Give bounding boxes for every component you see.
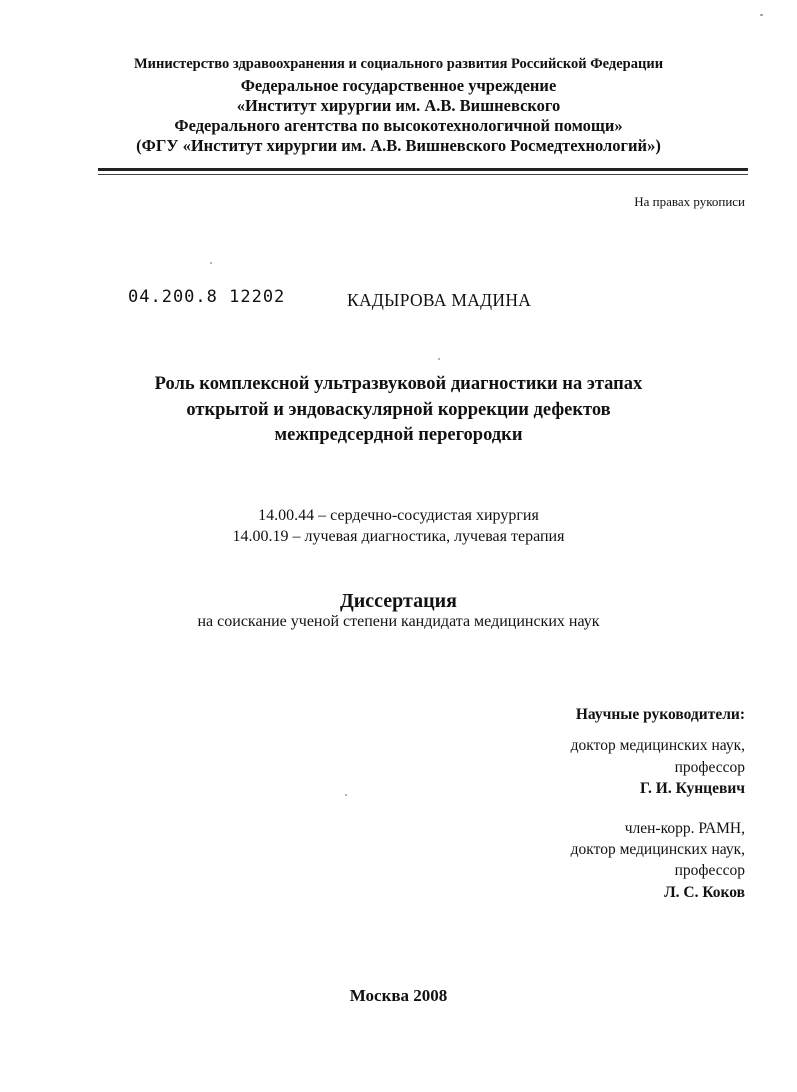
- institute-name-line: «Институт хирургии им. А.В. Вишневского: [236, 96, 561, 115]
- specialty-2: 14.00.19 – лучевая диагностика, лучевая терапия: [232, 528, 565, 545]
- title-line-1: Роль комплексной ультразвуковой диагностики на этапах: [154, 374, 643, 394]
- author-name: КАДЫРОВА МАДИНА: [347, 290, 532, 310]
- title-line-3: межпредсердной перегородки: [274, 425, 523, 445]
- institution-type-line: Федеральное государственное учреждение: [240, 76, 557, 95]
- ministry-line: Министерство здравоохранения и социального развития Российской Федерации: [133, 56, 664, 72]
- supervisor-1-name: Г. И. Кунцевич: [639, 780, 745, 797]
- supervisor-2-name: Л. С. Коков: [664, 884, 745, 901]
- manuscript-note: На правах рукописи: [634, 194, 745, 209]
- supervisor-1-rank: профессор: [674, 759, 745, 776]
- place-year: Москва 2008: [349, 986, 448, 1005]
- scan-speck: [760, 14, 763, 16]
- header-divider-thin: [98, 174, 748, 175]
- header-divider-thick: [98, 168, 748, 171]
- registration-stamp: 04.200.8 12202: [128, 287, 286, 307]
- scan-speck: [345, 794, 347, 796]
- scan-speck: [210, 262, 212, 264]
- supervisor-1-degree: доктор медицинских наук,: [570, 737, 745, 754]
- abbreviation-line: (ФГУ «Институт хирургии им. А.В. Вишневского Росмедтехнологий»): [136, 136, 661, 155]
- supervisor-2-membership: член-корр. РАМН,: [624, 820, 745, 837]
- supervisors-heading: Научные руководители:: [575, 706, 745, 723]
- document-type: Диссертация: [340, 590, 457, 612]
- title-line-2: открытой и эндоваскулярной коррекции дефектов: [186, 400, 611, 420]
- specialty-1: 14.00.44 – сердечно-сосудистая хирургия: [258, 507, 539, 524]
- supervisor-2-degree: доктор медицинских наук,: [570, 841, 745, 858]
- agency-line: Федерального агентства по высокотехнологичной помощи»: [174, 116, 623, 135]
- scan-speck: [438, 358, 440, 360]
- supervisor-2-rank: профессор: [674, 862, 745, 879]
- degree-line: на соискание ученой степени кандидата медицинских наук: [197, 613, 600, 630]
